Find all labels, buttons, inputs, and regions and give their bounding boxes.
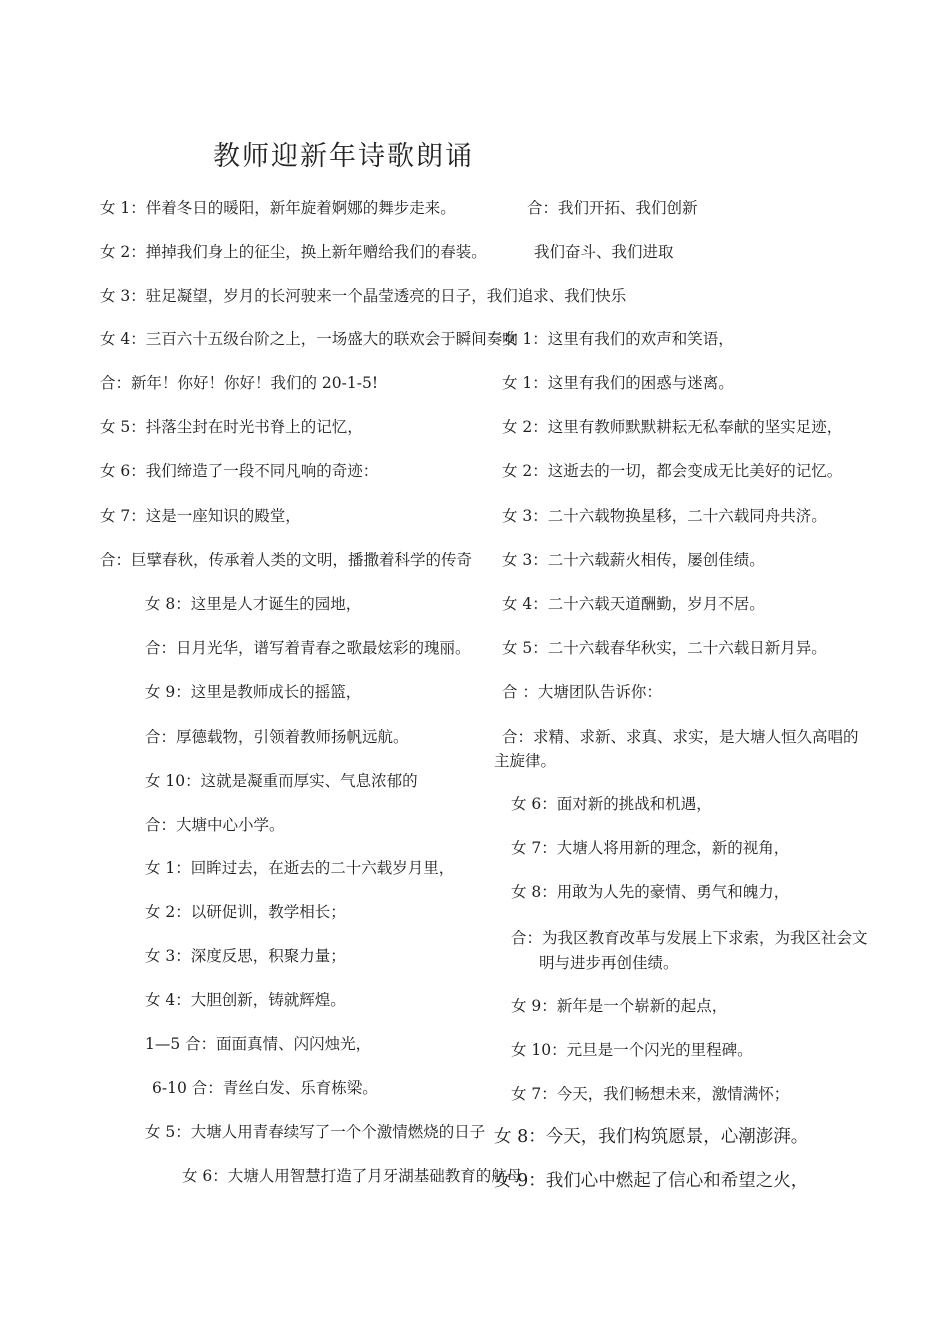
right-line-4: 女 1：这里有我们的困惑与迷离。: [502, 374, 734, 392]
left-line-18: 女 3：深度反思，积聚力量；: [145, 947, 346, 965]
left-line-17: 女 2：以研促训，教学相长；: [145, 903, 346, 921]
right-line-18: 明与进步再创佳绩。: [539, 954, 679, 972]
right-line-22: 女 8：今天，我们构筑愿景，心潮澎湃。: [494, 1127, 809, 1147]
left-line-14: 女 10：这就是凝重而厚实、气息浓郁的: [145, 772, 418, 790]
left-line-16: 女 1：回眸过去，在逝去的二十六载岁月里，: [145, 859, 455, 877]
right-line-7: 女 3：二十六载物换星移，二十六载同舟共济。: [502, 507, 827, 525]
right-line-9: 女 4：二十六载天道酬勤，岁月不居。: [502, 595, 765, 613]
left-line-5: 合：新年！你好！你好！我们的 20-1-5!: [100, 374, 379, 392]
left-line-4: 女 4：三百六十五级台阶之上，一场盛大的联欢会于瞬间奏响: [100, 330, 518, 348]
left-line-20: 1—5 合：面面真情、闪闪烛光，: [145, 1035, 372, 1053]
left-line-11: 合：日月光华，谱写着青春之歌最炫彩的瑰丽。: [145, 639, 471, 657]
left-line-3: 女 3：驻足凝望，岁月的长河驶来一个晶莹透亮的日子，我们追求、我们快乐: [100, 287, 627, 305]
right-line-20: 女 10：元旦是一个闪光的里程碑。: [511, 1041, 753, 1059]
left-line-2: 女 2：掸掉我们身上的征尘，换上新年赠给我们的春装。: [100, 243, 487, 261]
right-line-6: 女 2：这逝去的一切，都会变成无比美好的记忆。: [502, 462, 843, 480]
left-line-15: 合：大塘中心小学。: [145, 816, 285, 834]
document-title: 教师迎新年诗歌朗诵: [213, 141, 474, 172]
left-line-12: 女 9：这里是教师成长的摇篮，: [145, 683, 362, 701]
right-line-15: 女 7：大塘人将用新的理念，新的视角，: [511, 839, 790, 857]
right-line-17: 合：为我区教育改革与发展上下求索，为我区社会文: [511, 929, 868, 947]
right-line-19: 女 9：新年是一个崭新的起点，: [511, 997, 728, 1015]
left-line-10: 女 8：这里是人才诞生的园地，: [145, 595, 362, 613]
left-line-21: 6-10 合：青丝白发、乐育栋梁。: [152, 1079, 378, 1097]
left-line-1: 女 1：伴着冬日的暖阳，新年旋着婀娜的舞步走来。: [100, 199, 456, 217]
right-line-12: 合：求精、求新、求真、求实，是大塘人恒久高唱的: [502, 728, 859, 746]
left-line-9: 合：巨擘春秋，传承着人类的文明，播撒着科学的传奇: [100, 551, 473, 569]
right-line-21: 女 7：今天，我们畅想未来，激情满怀；: [511, 1085, 790, 1103]
left-line-6: 女 5：抖落尘封在时光书脊上的记忆，: [100, 418, 363, 436]
right-line-5: 女 2：这里有教师默默耕耘无私奉献的坚实足迹，: [502, 418, 843, 436]
left-line-8: 女 7：这是一座知识的殿堂，: [100, 507, 301, 525]
left-line-13: 合：厚德载物，引领着教师扬帆远航。: [145, 728, 409, 746]
left-line-22: 女 5：大塘人用青春续写了一个个激情燃烧的日子: [145, 1123, 486, 1141]
right-line-8: 女 3：二十六载薪火相传，屡创佳绩。: [502, 551, 765, 569]
right-line-1: 合：我们开拓、我们创新: [527, 199, 698, 217]
right-line-13: 主旋律。: [494, 752, 557, 770]
right-line-3: 女 1：这里有我们的欢声和笑语，: [502, 330, 734, 348]
right-line-10: 女 5：二十六载春华秋实，二十六载日新月异。: [502, 639, 827, 657]
left-line-19: 女 4：大胆创新，铸就辉煌。: [145, 991, 346, 1009]
right-line-23: 女 9：我们心中燃起了信心和希望之火，: [494, 1171, 809, 1191]
right-line-2: 我们奋斗、我们进取: [534, 243, 674, 261]
right-line-16: 女 8：用敢为人先的豪情、勇气和魄力，: [511, 883, 790, 901]
left-line-7: 女 6：我们缔造了一段不同凡响的奇迹：: [100, 462, 379, 480]
left-line-23: 女 6：大塘人用智慧打造了月牙湖基础教育的航母: [182, 1167, 523, 1185]
right-line-14: 女 6：面对新的挑战和机遇，: [511, 795, 712, 813]
right-line-11: 合 ：大塘团队告诉你：: [502, 683, 662, 701]
